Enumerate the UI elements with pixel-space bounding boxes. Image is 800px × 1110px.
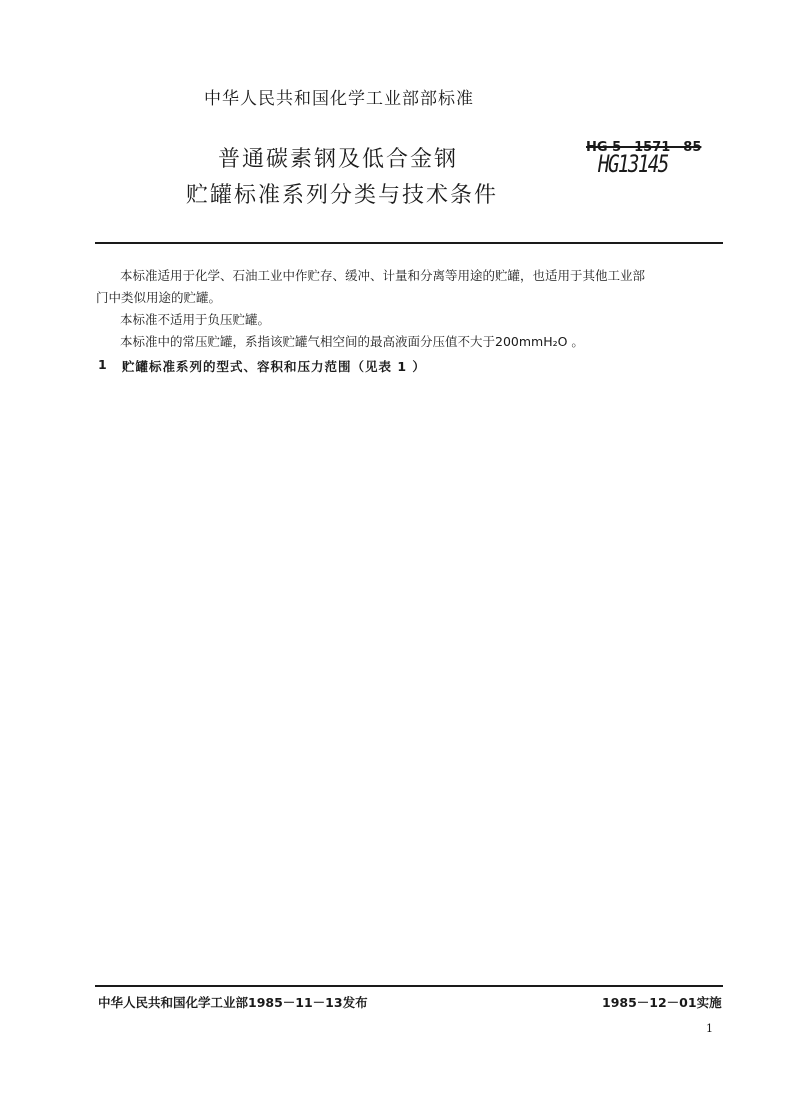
document-title-line-1: 普通碳素钢及低合金钢: [218, 147, 459, 172]
paragraph-scope-line-2: 门中类似用途的贮罐。: [96, 290, 222, 305]
paragraph-scope-line-1: 本标准适用于化学、石油工业中作贮存、缓冲、计量和分离等用途的贮罐，也适用于其他工业部: [120, 268, 646, 283]
document-title-line-2: 贮罐标准系列分类与技术条件: [186, 183, 499, 208]
footer-divider: [95, 985, 723, 987]
section-number: 1: [98, 357, 107, 372]
issue-date: 中华人民共和国化学工业部1985－11－13发布: [98, 995, 368, 1010]
paragraph-definition: 本标准中的常压贮罐，系指该贮罐气相空间的最高液面分压值不大于200mmH₂O 。: [120, 334, 584, 349]
old-standard-code: HG 5—1571—85: [586, 140, 702, 155]
page-number: 1: [706, 1022, 713, 1035]
paragraph-exclusion: 本标准不适用于负压贮罐。: [120, 312, 271, 327]
header-divider: [95, 242, 723, 244]
effective-date: 1985－12－01实施: [602, 995, 722, 1010]
section-heading: 贮罐标准系列的型式、容积和压力范围（见表 1 ）: [122, 359, 426, 374]
handwritten-standard-code: HG13145: [598, 150, 668, 178]
issuing-organization: 中华人民共和国化学工业部部标准: [204, 89, 474, 109]
